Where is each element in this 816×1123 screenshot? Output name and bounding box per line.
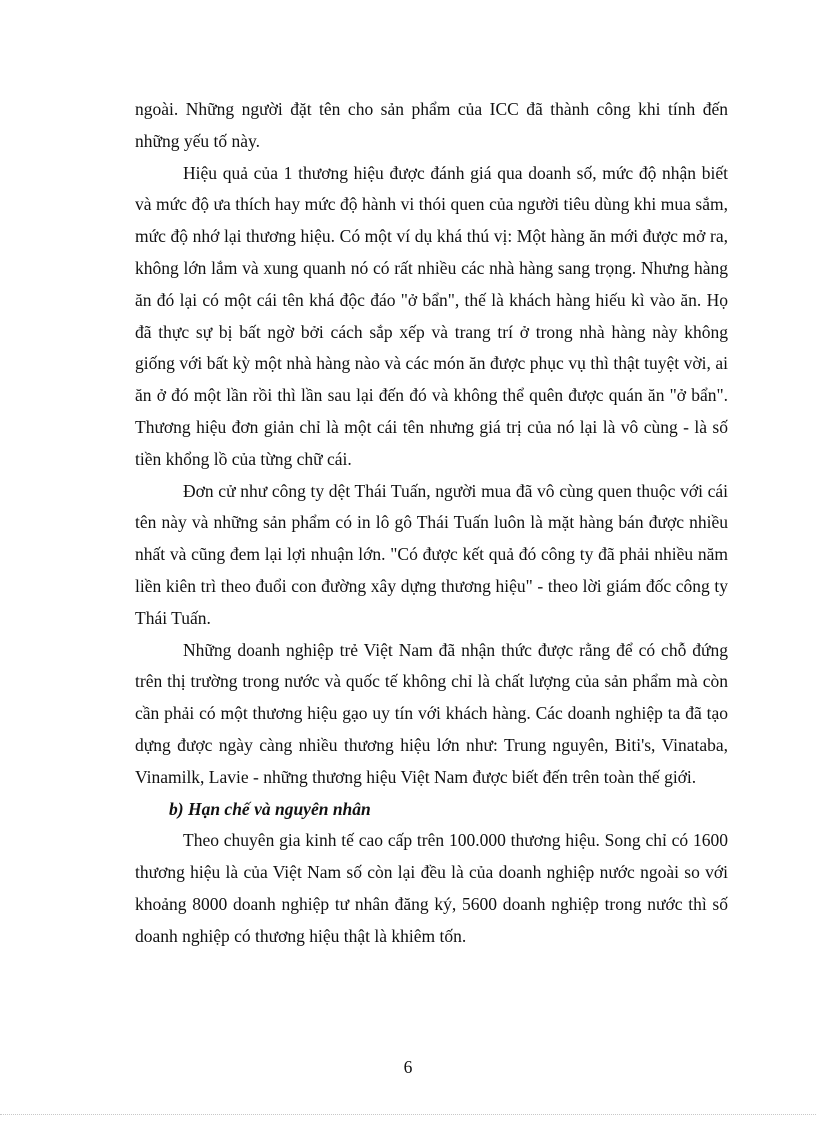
paragraph-brand-effectiveness: Hiệu quả của 1 thương hiệu được đánh giá qua doanh số, mức độ nhận biết và mức độ ưa thích hay mức độ hành vi thói quen của người tiêu dùng khi mua sắm, mức độ nhớ lại thương hiệu. Có một ví dụ khá thú vị: Một hàng ăn mới được mở ra, không lớn lắm và xung quanh nó có rất nhiều các nhà hàng sang trọng. Nhưng hàng ăn đó lại có một cái tên khá độc đáo "ở bẩn", thế là khách hàng hiếu kì vào ăn. Họ đã thực sự bị bất ngờ bởi cách sắp xếp và trang trí ở trong nhà hàng này không giống với bất kỳ một nhà hàng nào và các món ăn được phục vụ thì thật tuyệt vời, ai ăn ở đó một lần rồi thì lần sau lại đến đó và không thể quên được quán ăn "ở bẩn". Thương hiệu đơn giản chỉ là một cái tên nhưng giá trị của nó lại là vô cùng - là số tiền khổng lồ của từng chữ cái. <box>135 162 728 469</box>
document-page <box>135 94 728 953</box>
section-heading: b) Hạn chế và nguyên nhân <box>169 798 371 819</box>
page-bottom-divider <box>0 1114 816 1115</box>
paragraph-continuation: ngoài. Những người đặt tên cho sản phẩm của ICC đã thành công khi tính đến những yếu tố này. <box>135 99 728 151</box>
page-number: 6 <box>403 1057 413 1077</box>
paragraph-limitations: Theo chuyên gia kinh tế cao cấp trên 100.000 thương hiệu. Song chỉ có 1600 thương hiệu là của Việt Nam số còn lại đều là của doanh nghiệp nước ngoài so với khoảng 8000 doanh nghiệp tư nhân đăng ký, 5600 doanh nghiệp trong nước thì số doanh nghiệp có thương hiệu thật là khiêm tốn. <box>135 830 728 946</box>
paragraph-young-enterprises: Những doanh nghiệp trẻ Việt Nam đã nhận thức được rằng để có chỗ đứng trên thị trường trong nước và quốc tế không chỉ là chất lượng của sản phẩm mà còn cần phải có một thương hiệu gạo uy tín với khách hàng. Các doanh nghiệp ta đã tạo dựng được ngày càng nhiều thương hiệu lớn như: Trung nguyên, Biti's, Vinataba, Vinamilk, Lavie - những thương hiệu Việt Nam được biết đến trên toàn thế giới. <box>135 639 728 787</box>
paragraph-thai-tuan-example: Đơn cử như công ty dệt Thái Tuấn, người mua đã vô cùng quen thuộc với cái tên này và những sản phẩm có in lô gô Thái Tuấn luôn là mặt hàng bán được nhiều nhất và cũng đem lại lợi nhuận lớn. "Có được kết quả đó công ty đã phải nhiều năm liền kiên trì theo đuổi con đường xây dựng thương hiệu" - theo lời giám đốc công ty Thái Tuấn. <box>135 480 728 628</box>
